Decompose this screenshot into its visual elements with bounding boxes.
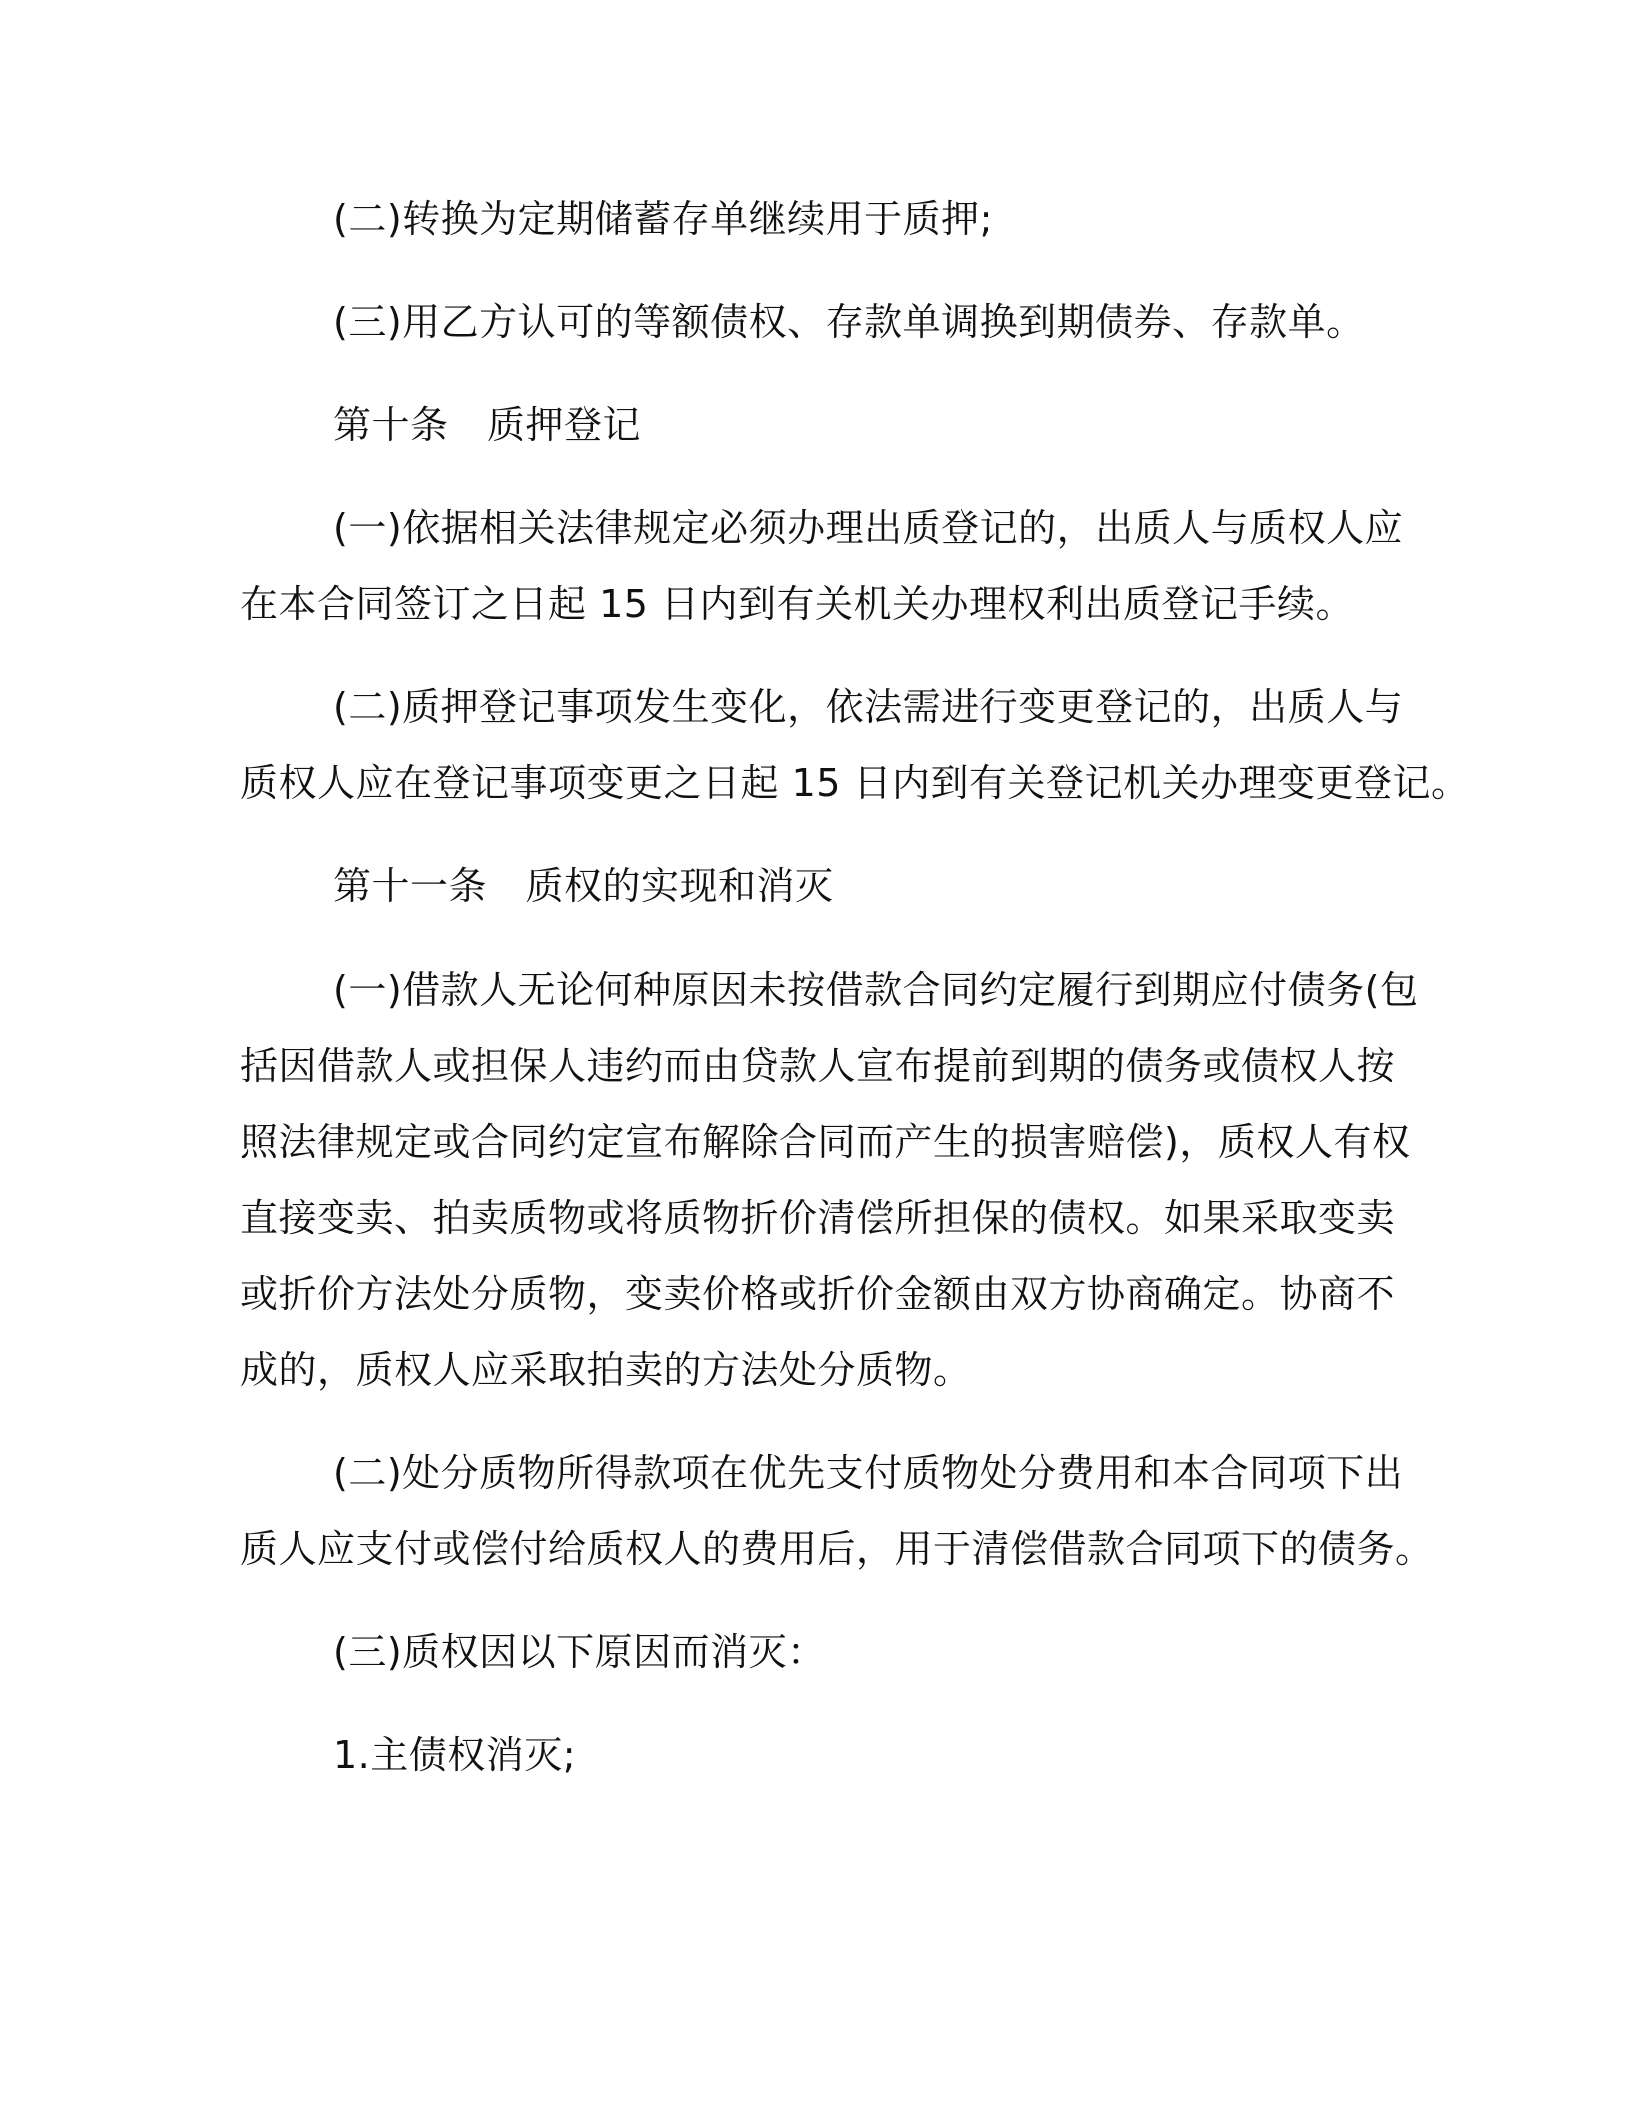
text-line: 直接变卖、拍卖质物或将质物折价清偿所担保的债权。如果采取变卖 xyxy=(240,1196,1396,1240)
text-line: (二)转换为定期储蓄存单继续用于质押; xyxy=(333,197,993,241)
text-line: (二)处分质物所得款项在优先支付质物处分费用和本合同项下出 xyxy=(333,1451,1404,1495)
section-heading: 第十一条 质权的实现和消灭 xyxy=(333,864,834,908)
text-line: 照法律规定或合同约定宣布解除合同而产生的损害赔偿)，质权人有权 xyxy=(240,1120,1411,1164)
text-line: (三)用乙方认可的等额债权、存款单调换到期债券、存款单。 xyxy=(333,300,1365,344)
section-heading: 第十条 质押登记 xyxy=(333,403,642,447)
text-line: 或折价方法处分质物，变卖价格或折价金额由双方协商确定。协商不 xyxy=(240,1272,1396,1316)
text-line: 成的，质权人应采取拍卖的方法处分质物。 xyxy=(240,1348,972,1392)
text-line: 质人应支付或偿付给质权人的费用后，用于清偿借款合同项下的债务。 xyxy=(240,1527,1434,1571)
text-line: 质权人应在登记事项变更之日起 15 日内到有关登记机关办理变更登记。 xyxy=(240,761,1470,805)
text-line: 在本合同签订之日起 15 日内到有关机关办理权利出质登记手续。 xyxy=(240,582,1355,626)
text-line: (三)质权因以下原因而消灭： xyxy=(333,1630,826,1674)
text-line: (一)依据相关法律规定必须办理出质登记的，出质人与质权人应 xyxy=(333,506,1404,550)
text-line: (二)质押登记事项发生变化，依法需进行变更登记的，出质人与 xyxy=(333,685,1404,729)
text-line: 括因借款人或担保人违约而由贷款人宣布提前到期的债务或债权人按 xyxy=(240,1044,1396,1088)
text-line: 1.主债权消灭; xyxy=(333,1733,577,1777)
text-line: (一)借款人无论何种原因未按借款合同约定履行到期应付债务(包 xyxy=(333,968,1419,1012)
